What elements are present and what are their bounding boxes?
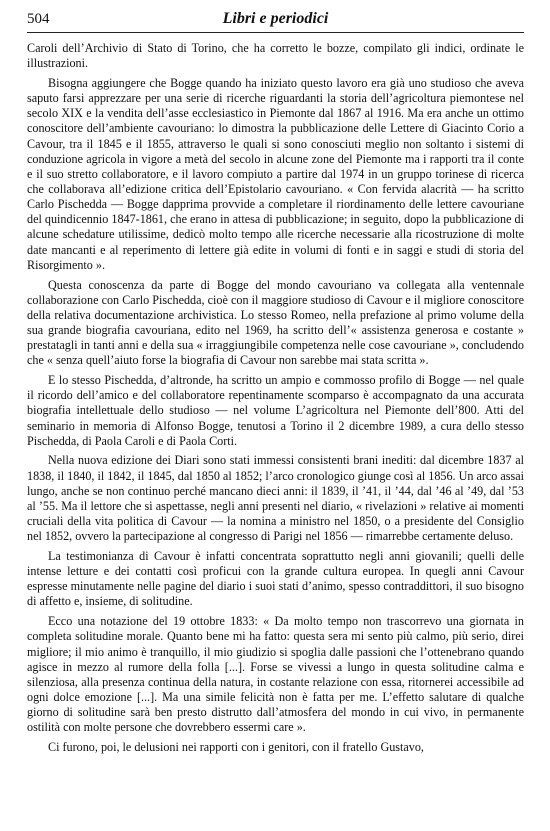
paragraph: Ci furono, poi, le delusioni nei rapporti con i genitori, con il fratello Gustavo,	[48, 740, 424, 755]
paragraph: Questa conoscenza da parte di Bogge del mondo cavouriano va collegata alla ventennale collaborazione con Carlo Pischedda, cioè con il maggiore studioso di Cavour e il migliore conoscitore della relativa documentazione archivistica. Lo stesso Romeo, nella prefazione al primo volume della sua grande biografia cavouriana, edito nel 1969, ha scritto dell’« assistenza generosa e costante » prestatagli in tanti anni e della sua « irraggiungibile competenza nelle cose cavouriane », concludendo che « senza quell’aiuto forse la biografia di Cavour non sarebbe mai stata scritta ».	[27, 277, 524, 368]
paragraph: Bisogna aggiungere che Bogge quando ha iniziato questo lavoro era già uno studioso che aveva saputo farsi apprezzare per una serie di ricerche riguardanti la storia dell’agricoltura piemontese nel secolo XIX e la vendita dell’asse ecclesiastico in Piemonte dal 1867 al 1916. Ma era anche un ottimo conoscitore dell’ambiente cavouriano: lo dimostra la pubblicazione delle Lettere di Giacinto Corio a Cavour, tra il 1845 e il 1855, attraverso le quali si sono conosciuti meglio non soltanto i sistemi di conduzione agricola in vigore a metà del secolo in alcune zone del Piemonte ma i rapporti tra il conte e il suo stretto collaboratore, e il lavoro compiuto a partire dal 1974 in un gruppo torinese di ricerca che collaborava all’edizione critica dell’Epistolario cavouriano. « Con fervida alacrità — ha scritto Carlo Pischedda — Bogge dapprima provvide a completare il riordinamento delle lettere cavouriane del quindicennio 1847-1861, che erano in attesa di pubblicazione; in seguito, dopo la pubblicazione di alcune schedature utilissime, dedicò molto tempo alle ricerche necessarie alla ricostruzione di molte date mancanti e al reperimento di lettere già edite in volumi di fonti e in saggi e studi di storia del Risorgimento ».	[27, 75, 524, 272]
running-header	[27, 10, 524, 33]
article-body	[27, 41, 524, 755]
paragraph: La testimonianza di Cavour è infatti concentrata soprattutto negli anni giovanili; quelli delle intense letture e dei contatti così proficui con la grande cultura europea. In quegli anni Cavour espresse minutamente nelle pagine del diario i suoi stati d’animo, spesso contraddittori, il suo bisogno di affetto e, insieme, di solitudine.	[27, 548, 524, 609]
paragraph: E lo stesso Pischedda, d’altronde, ha scritto un ampio e commosso profilo di Bogge — nel quale il ricordo dell’amico e del collaboratore repentinamente scomparso è accompagnato da una accurata biografia intellettuale dello studioso — nel volume L’agricoltura nel Piemonte dell’800. Atti del seminario in memoria di Alfonso Bogge, tenutosi a Torino il 2 dicembre 1989, a cura dello stesso Pischedda, di Paola Caroli e di Paola Corti.	[27, 373, 524, 448]
paragraph: Caroli dell’Archivio di Stato di Torino, che ha corretto le bozze, compilato gli indici, ordinate le illustrazioni.	[27, 41, 524, 71]
running-title: Libri e periodici	[222, 10, 329, 27]
paragraph: Nella nuova edizione dei Diari sono stati immessi consistenti brani inediti: dal dicembre 1837 al 1838, il 1840, il 1842, il 1845, dal 1850 al 1852; l’arco cronologico giunge così al 1856. Un arco assai lungo, anche se non continuo perché mancano dieci anni: il 1839, il ’41, il ’44, dal ’46 al ’49, dal ’53 al ’55. Ma il lettore che si aspettasse, negli anni presenti nel diario, « rivelazioni » relative ai momenti cruciali della vita politica di Cavour — la nomina a ministro nel 1850, o a presidente del Consiglio nel 1852, ovvero la partecipazione al congresso di Parigi nel 1856 — rimarrebbe certamente deluso.	[27, 453, 525, 544]
paragraph: Ecco una notazione del 19 ottobre 1833: « Da molto tempo non trascorrevo una giornata in completa solitudine morale. Quanto bene mi ha fatto: questa sera mi sento più calmo, più serio, direi migliore; il mio animo è tranquillo, il mio giudizio si spoglia dalle passioni che l’ottenebrano quando agisce in mezzo al rumore della folla [...]. Forse se vivessi a lungo in questa solitudine calma e silenziosa, alla presenza continua della natura, in costante relazione con essa, ritornerei accessibile ad ogni dolce emozione [...]. Ma una simile felicità non è fatta per me. L’effetto salutare di qualche giorno di solitudine sarà ben presto distrutto dall’atmosfera del mondo in cui vivo, in permanente ostilità con molte persone che dovrebbero essermi care ».	[27, 614, 524, 735]
page-number: 504	[27, 11, 50, 27]
